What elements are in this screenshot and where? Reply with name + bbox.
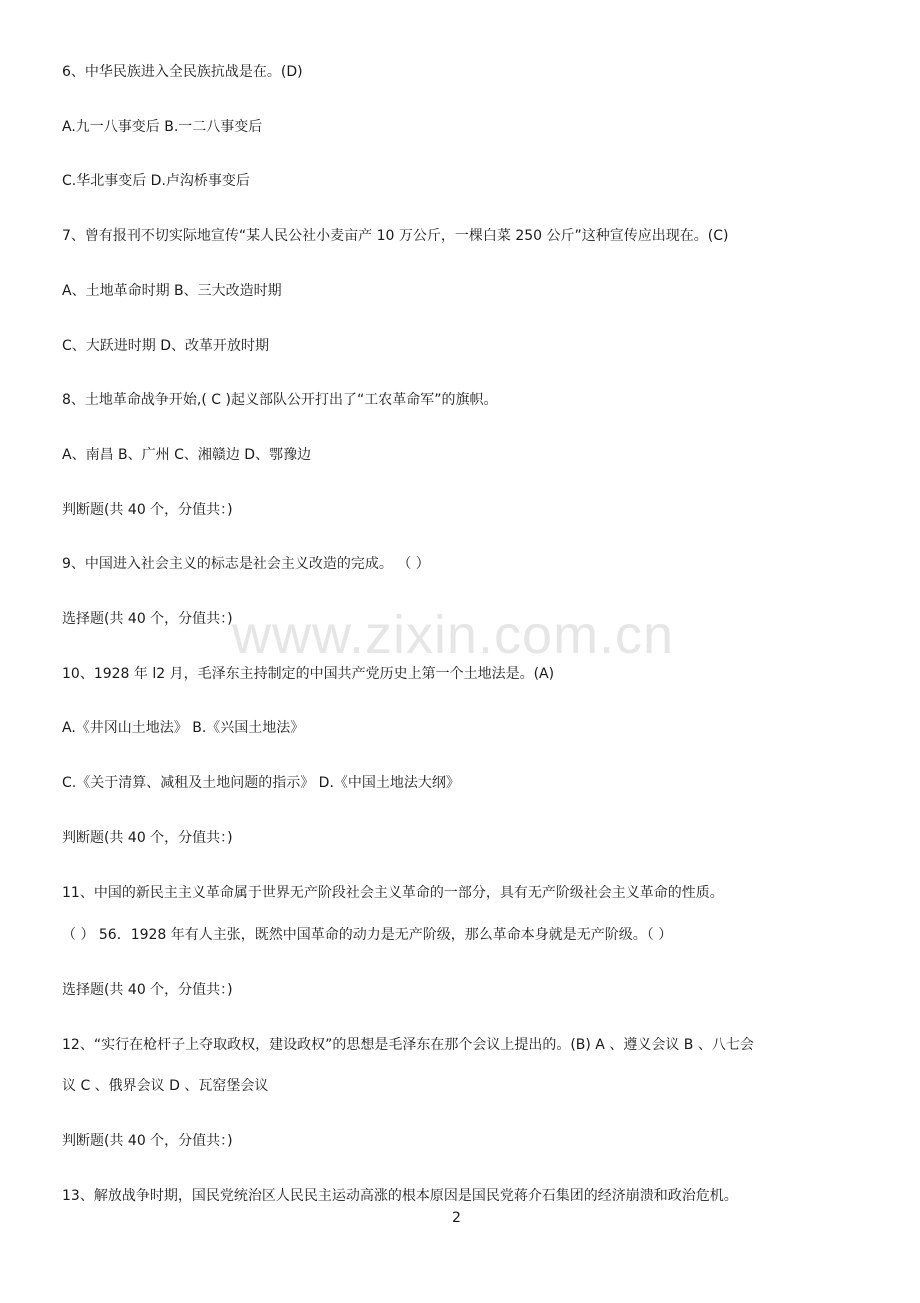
watermark: www.zixin.com.cn xyxy=(232,605,675,665)
section-heading-true-false: 判断题(共 40 个，分值共：) xyxy=(62,1133,233,1149)
question-12: 12、“实行在枪杆子上夺取政权，建设政权”的思想是毛泽东在那个会议上提出的。(B) A 、遵义会议 B 、八七会 xyxy=(62,1037,754,1053)
question-9: 9、中国进入社会主义的标志是社会主义改造的完成。 （ ） xyxy=(62,556,430,572)
question-7-options-cd: C、大跃进时期 D、改革开放时期 xyxy=(62,338,270,354)
question-11-continued: （ ） 56．1928 年有人主张，既然中国革命的动力是无产阶级，那么革命本身就是无产阶级。（ ） xyxy=(62,927,673,943)
question-6-options-ab: A.九一八事变后 B.一二八事变后 xyxy=(62,119,263,135)
question-8: 8、土地革命战争开始,( C )起义部队公开打出了“工农革命军”的旗帜。 xyxy=(62,392,498,408)
question-10-options-ab: A.《井冈山土地法》 B.《兴国土地法》 xyxy=(62,720,305,736)
question-13: 13、解放战争时期，国民党统治区人民民主运动高涨的根本原因是国民党蒋介石集团的经济崩溃和政治危机。 xyxy=(62,1188,738,1204)
section-heading-multiple-choice: 选择题(共 40 个，分值共：) xyxy=(62,982,233,998)
question-10-options-cd: C.《关于清算、减租及土地问题的指示》 D.《中国土地法大纲》 xyxy=(62,775,460,791)
section-heading-true-false: 判断题(共 40 个，分值共：) xyxy=(62,830,233,846)
question-8-options: A、南昌 B、广州 C、湘赣边 D、鄂豫边 xyxy=(62,447,312,463)
question-7: 7、曾有报刊不切实际地宣传“某人民公社小麦亩产 10 万公斤，一棵白菜 250 公斤”这种宣传应出现在。(C) xyxy=(62,228,729,244)
question-12-continued: 议 C 、俄界会议 D 、瓦窑堡会议 xyxy=(62,1078,269,1094)
question-6: 6、中华民族进入全民族抗战是在。(D) xyxy=(62,64,303,80)
section-heading-multiple-choice: 选择题(共 40 个，分值共：) xyxy=(62,611,233,627)
question-11: 11、中国的新民主主义革命属于世界无产阶段社会主义革命的一部分，具有无产阶级社会主义革命的性质。 xyxy=(62,885,724,901)
question-10: 10、1928 年 l2 月，毛泽东主持制定的中国共产党历史上第一个土地法是。(A) xyxy=(62,666,555,682)
question-6-options-cd: C.华北事变后 D.卢沟桥事变后 xyxy=(62,173,250,189)
section-heading-true-false: 判断题(共 40 个，分值共：) xyxy=(62,502,233,518)
question-7-options-ab: A、土地革命时期 B、三大改造时期 xyxy=(62,283,282,299)
page-number: 2 xyxy=(452,1210,461,1226)
